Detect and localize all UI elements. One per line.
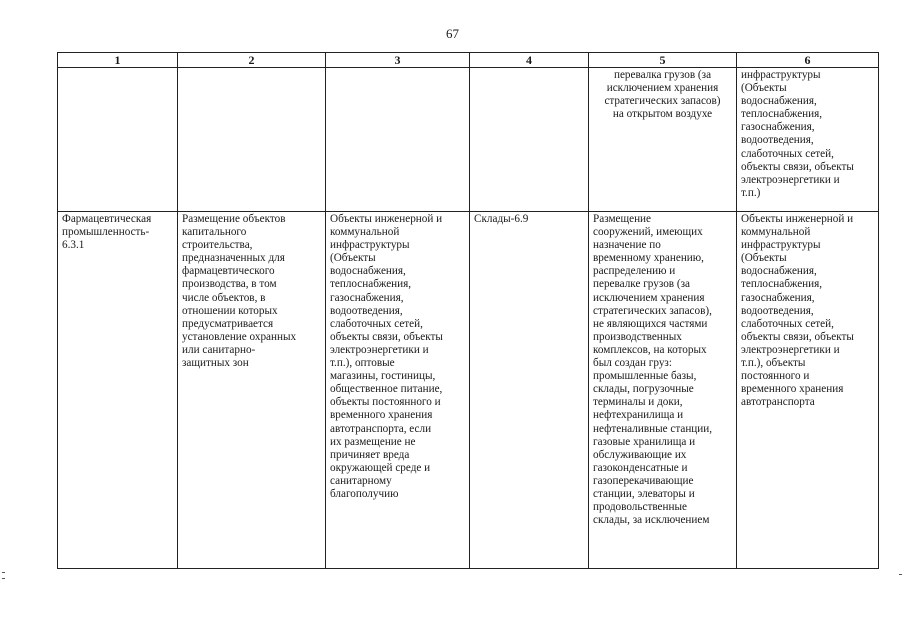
table-cell bbox=[326, 68, 470, 212]
column-header: 5 bbox=[589, 53, 737, 68]
table-cell: Размещение объектов капитального строительства, предназначенных для фармацевтического производства, в том числе объектов, в отношении которых предусматривается установление охранных или санитарно- защитных зон bbox=[178, 212, 326, 569]
column-header: 2 bbox=[178, 53, 326, 68]
scan-margin-mark bbox=[2, 578, 5, 579]
regulations-table bbox=[57, 52, 879, 569]
scan-margin-mark bbox=[2, 572, 5, 573]
table-cell: перевалка грузов (за исключением хранения стратегических запасов) на открытом воздухе bbox=[589, 68, 737, 212]
table-cell: Склады-6.9 bbox=[470, 212, 589, 569]
table-cell: инфраструктуры (Объекты водоснабжения, теплоснабжения, газоснабжения, водоотведения, слаботочных сетей, объекты связи, объекты электроэнергетики и т.п.) bbox=[737, 68, 879, 212]
table-row bbox=[58, 68, 879, 212]
column-header: 3 bbox=[326, 53, 470, 68]
column-header: 4 bbox=[470, 53, 589, 68]
column-header: 1 bbox=[58, 53, 178, 68]
page-number: 67 bbox=[446, 26, 459, 41]
table-cell: Объекты инженерной и коммунальной инфраструктуры (Объекты водоснабжения, теплоснабжения, газоснабжения, водоотведения, слаботочных сетей, объекты связи, объекты электроэнергетики и т.п.), оптовые магазины, гостиницы, общественное питание, объекты постоянного и временного хранения автотранспорта, если их размещение не причиняет вреда окружающей среде и санитарному благополучию bbox=[326, 212, 470, 569]
scan-margin-mark bbox=[899, 574, 902, 575]
table-cell bbox=[178, 68, 326, 212]
column-header: 6 bbox=[737, 53, 879, 68]
table-cell: Объекты инженерной и коммунальной инфраструктуры (Объекты водоснабжения, теплоснабжения, газоснабжения, водоотведения, слаботочных сетей, объекты связи, объекты электроэнергетики и т.п.), объекты постоянного и временного хранения автотранспорта bbox=[737, 212, 879, 569]
table-row bbox=[58, 212, 879, 569]
table-header-row bbox=[58, 53, 879, 68]
table-cell bbox=[58, 68, 178, 212]
table-cell bbox=[470, 68, 589, 212]
table-cell: Фармацевтическая промышленность- 6.3.1 bbox=[58, 212, 178, 569]
table-cell: Размещение сооружений, имеющих назначение по временному хранению, распределению и перевалке грузов (за исключением хранения стратегических запасов), не являющихся частями производственных комплексов, на которых был создан груз: промышленные базы, склады, погрузочные терминалы и доки, нефтехранилища и нефтеналивные станции, газовые хранилища и обслуживающие их газоконденсатные и газоперекачивающие станции, элеваторы и продовольственные склады, за исключением bbox=[589, 212, 737, 569]
